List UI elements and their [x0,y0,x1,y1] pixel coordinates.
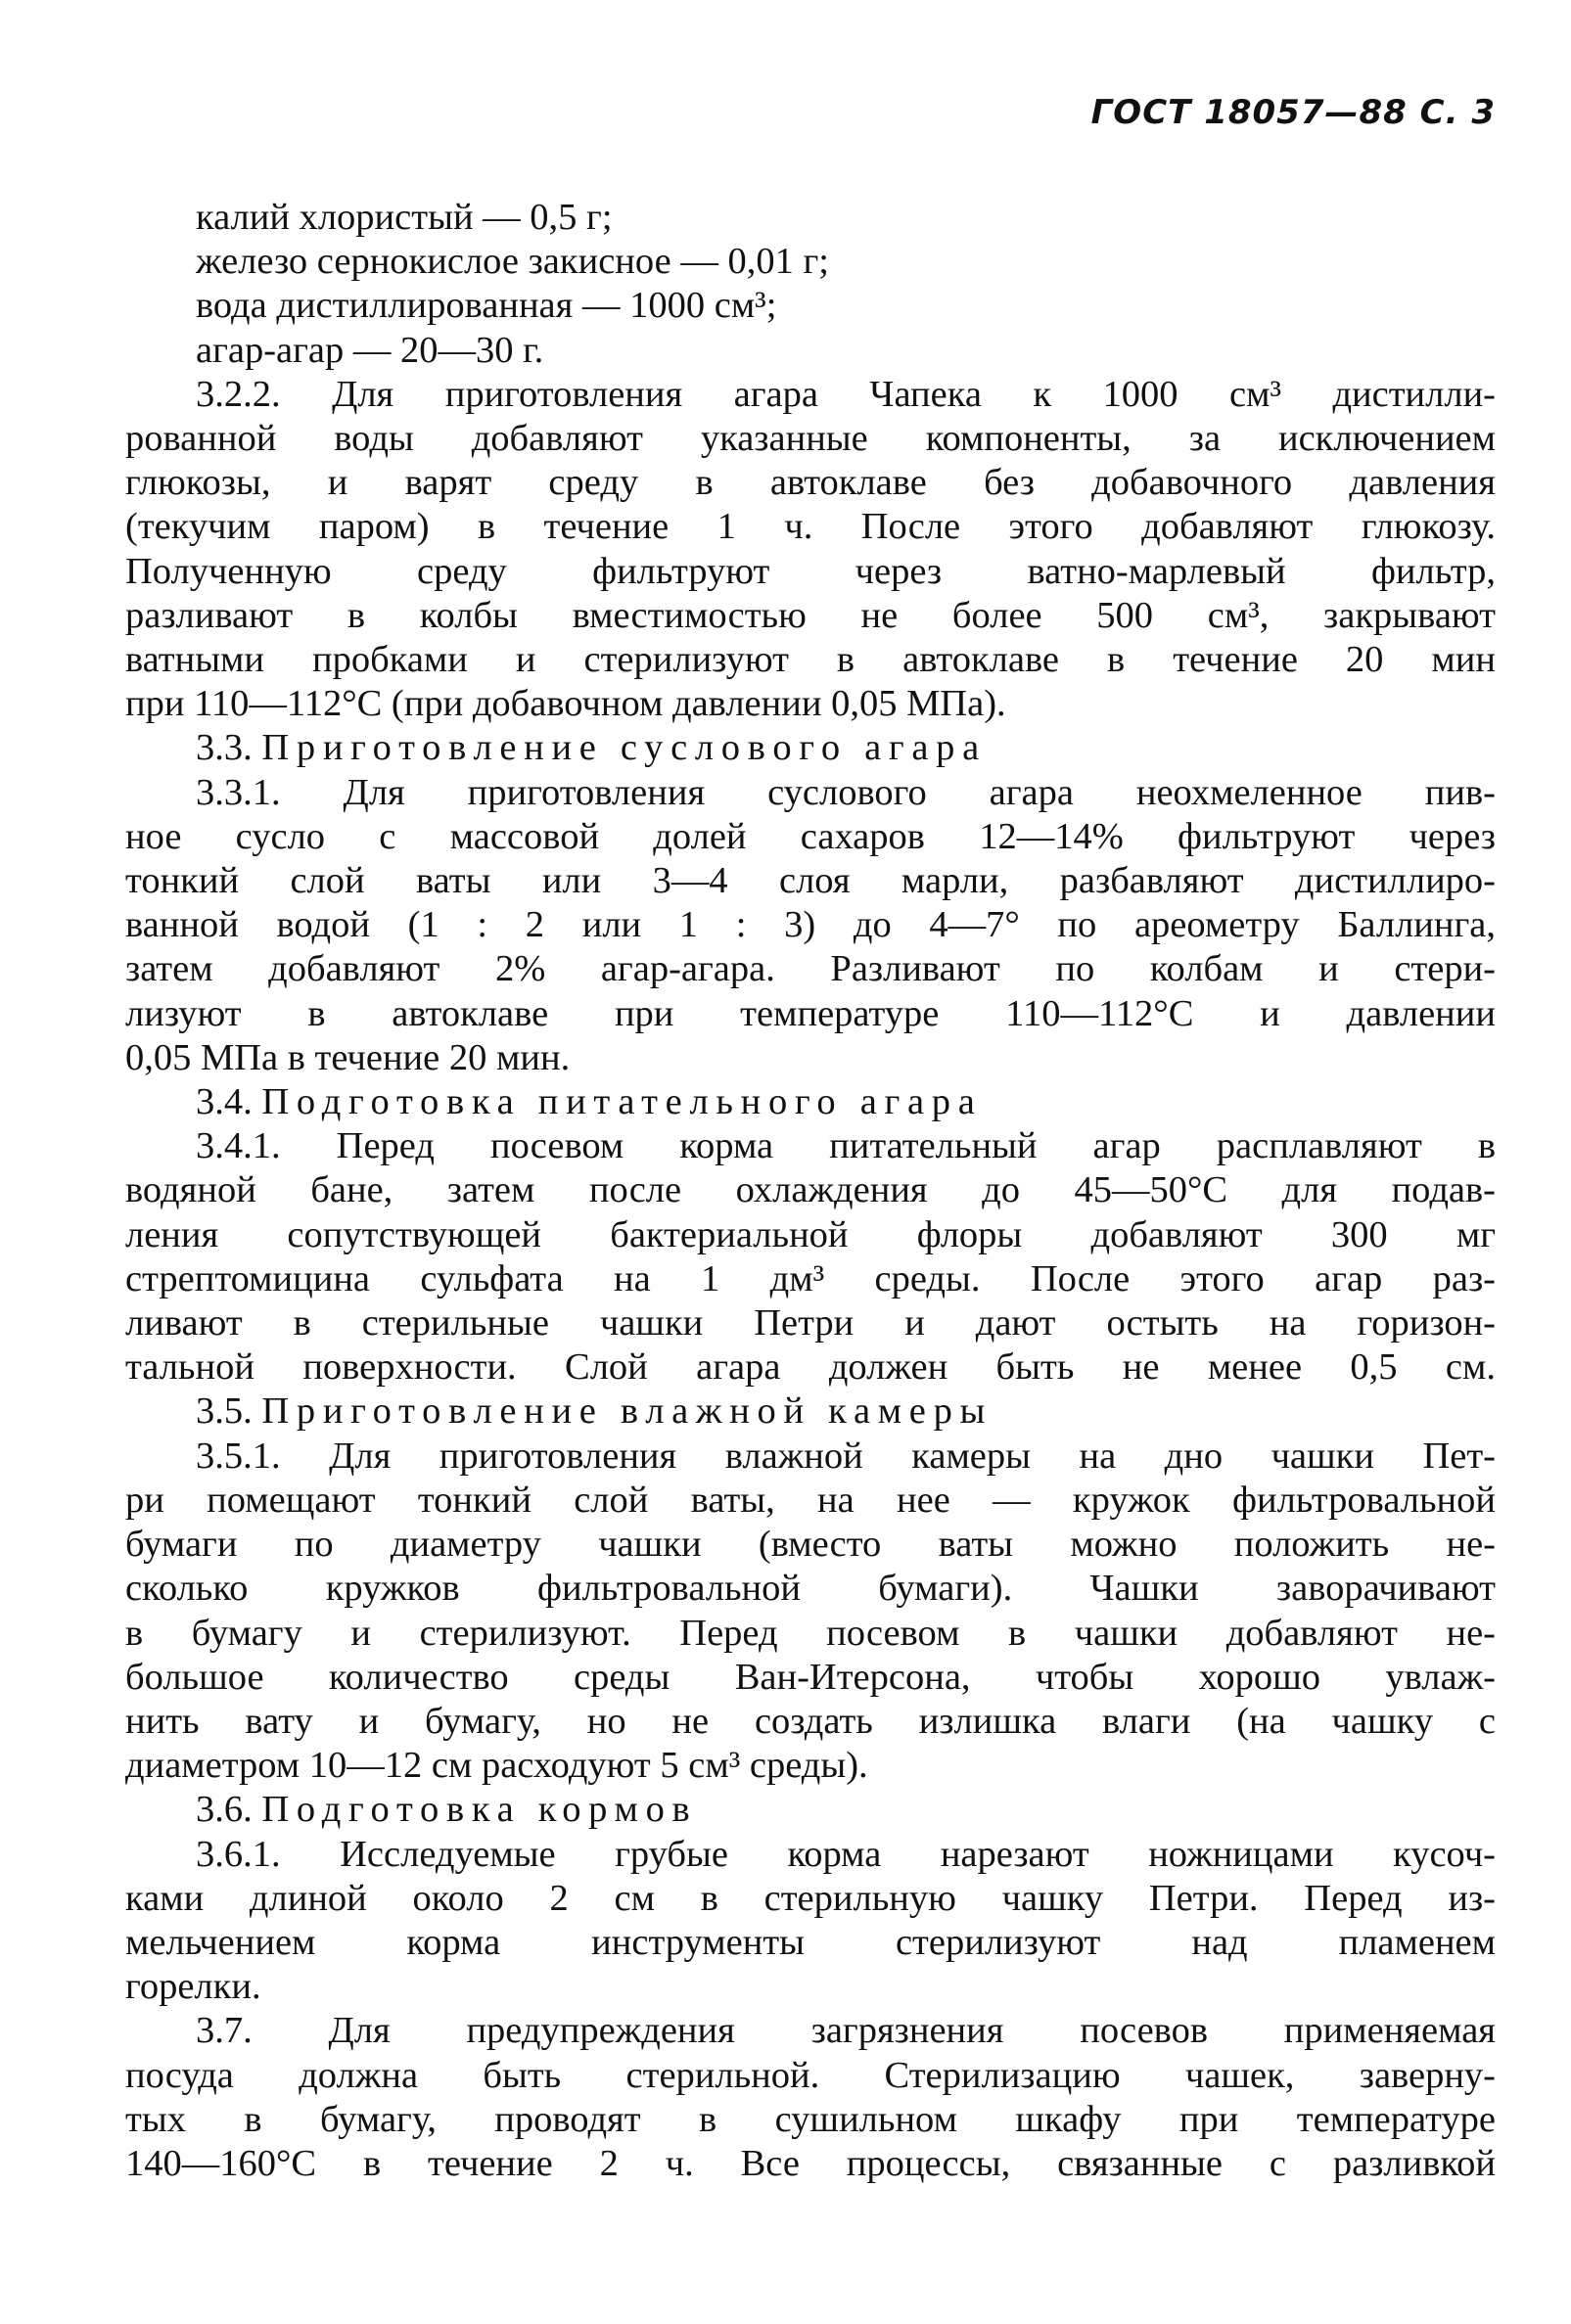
text-line: мельчением корма инструменты стерилизуют над пламенем [125,1921,1496,1963]
paragraph-3-5-1 [125,1435,1496,1789]
list-item: железо сернокислое закисное — 0,01 г; [196,241,829,283]
section-heading-3-3 [125,726,1496,770]
text-line: тых в бумагу, проводят в сушильном шкафу при температуре [125,2098,1496,2140]
text-line: горелки. [125,1966,261,2008]
text-line: ри помещают тонкий слой ваты, на нее — кружок фильтровальной [125,1479,1496,1521]
text-line: 3.3.1. Для приготовления суслового агара неохмеленное пив- [196,771,1496,813]
text-line: нить вату и бумагу, но не создать излишка влаги (на чашку с [125,1700,1496,1742]
section-title: Приготовление влажной камеры [261,1390,993,1433]
paragraph-3-6-1 [125,1833,1496,2010]
section-number: 3.4. [196,1081,253,1123]
text-line: ное сусло с массовой долей сахаров 12—14% фильтруют через [125,815,1496,857]
section-number: 3.3. [196,727,253,769]
text-line: посуда должна быть стерильной. Стерилизацию чашек, заверну- [125,2054,1496,2096]
text-line: тальной поверхности. Слой агара должен быть не менее 0,5 см. [125,1346,1496,1389]
text-line: лизуют в автоклаве при температуре 110—112°С и давлении [125,992,1496,1034]
section-title: Подготовка кормов [261,1789,698,1831]
text-line: 0,05 МПа в течение 20 мин. [125,1036,571,1078]
section-title: Приготовление суслового агара [261,727,987,769]
text-line: рованной воды добавляют указанные компоненты, за исключением [125,418,1496,460]
text-line: диаметром 10—12 см расходуют 5 см³ среды). [125,1745,868,1787]
paragraph-3-2-2 [125,373,1496,727]
text-line: ления сопутствующей бактериальной флоры добавляют 300 мг [125,1213,1496,1255]
text-line: глюкозы, и варят среду в автоклаве без добавочного давления [125,462,1496,504]
text-line: 3.6.1. Исследуемые грубые корма нарезают ножницами кусоч- [196,1833,1496,1875]
document-body [125,196,1496,2186]
text-line: 3.7. Для предупреждения загрязнения посевов применяемая [196,2010,1496,2052]
section-heading-3-4 [125,1080,1496,1124]
paragraph-3-4-1 [125,1124,1496,1390]
section-number: 3.5. [196,1390,253,1433]
text-line: при 110—112°С (при добавочном давлении 0,05 МПа). [125,683,1006,725]
section-number: 3.6. [196,1789,253,1831]
text-line: 3.4.1. Перед посевом корма питательный агар расплавляют в [196,1125,1496,1167]
text-line: ливают в стерильные чашки Петри и дают остыть на горизон- [125,1302,1496,1344]
text-line: сколько кружков фильтровальной бумаги). Чашки заворачивают [125,1568,1496,1610]
section-heading-3-6 [125,1788,1496,1832]
text-line: ками длиной около 2 см в стерильную чашку Петри. Перед из- [125,1877,1496,1919]
text-line: бумаги по диаметру чашки (вместо ваты можно положить не- [125,1524,1496,1566]
text-line: ватными пробками и стерилизуют в автоклаве в течение 20 мин [125,639,1496,681]
paragraph-3-7 [125,2009,1496,2186]
list-item: калий хлористый — 0,5 г; [196,197,613,238]
text-line: (текучим паром) в течение 1 ч. После этого добавляют глюкозу. [125,506,1496,548]
text-line: 3.5.1. Для приготовления влажной камеры на дно чашки Пет- [196,1435,1496,1477]
text-line: затем добавляют 2% агар-агара. Разливают по колбам и стери- [125,948,1496,990]
text-line: Полученную среду фильтруют через ватно-марлевый фильтр, [125,550,1496,592]
paragraph-3-3-1 [125,771,1496,1080]
text-line: 3.2.2. Для приготовления агара Чапека к 1000 см³ дистилли- [196,373,1496,415]
text-line: большое количество среды Ван-Итерсона, чтобы хорошо увлаж- [125,1656,1496,1698]
text-line: ванной водой (1 : 2 или 1 : 3) до 4—7° по ареометру Баллинга, [125,904,1496,946]
text-line: 140—160°С в течение 2 ч. Все процессы, связанные с разливкой [125,2142,1496,2184]
text-line: тонкий слой ваты или 3—4 слоя марли, разбавляют дистиллиро- [125,860,1496,902]
text-line: в бумагу и стерилизуют. Перед посевом в чашки добавляют не- [125,1612,1496,1654]
ingredient-list [125,196,1496,373]
list-item: агар-агар — 20—30 г. [196,329,544,371]
section-title: Подготовка питательного агара [261,1081,983,1123]
text-line: разливают в колбы вместимостью не более 500 см³, закрывают [125,594,1496,636]
text-line: водяной бане, затем после охлаждения до 45—50°С для подав- [125,1169,1496,1211]
text-line: стрептомицина сульфата на 1 дм³ среды. После этого агар раз- [125,1257,1496,1299]
document-page [125,93,1496,2285]
section-heading-3-5 [125,1390,1496,1434]
page-header: ГОСТ 18057—88 С. 3 [1090,93,1496,132]
list-item: вода дистиллированная — 1000 см³; [196,285,777,327]
